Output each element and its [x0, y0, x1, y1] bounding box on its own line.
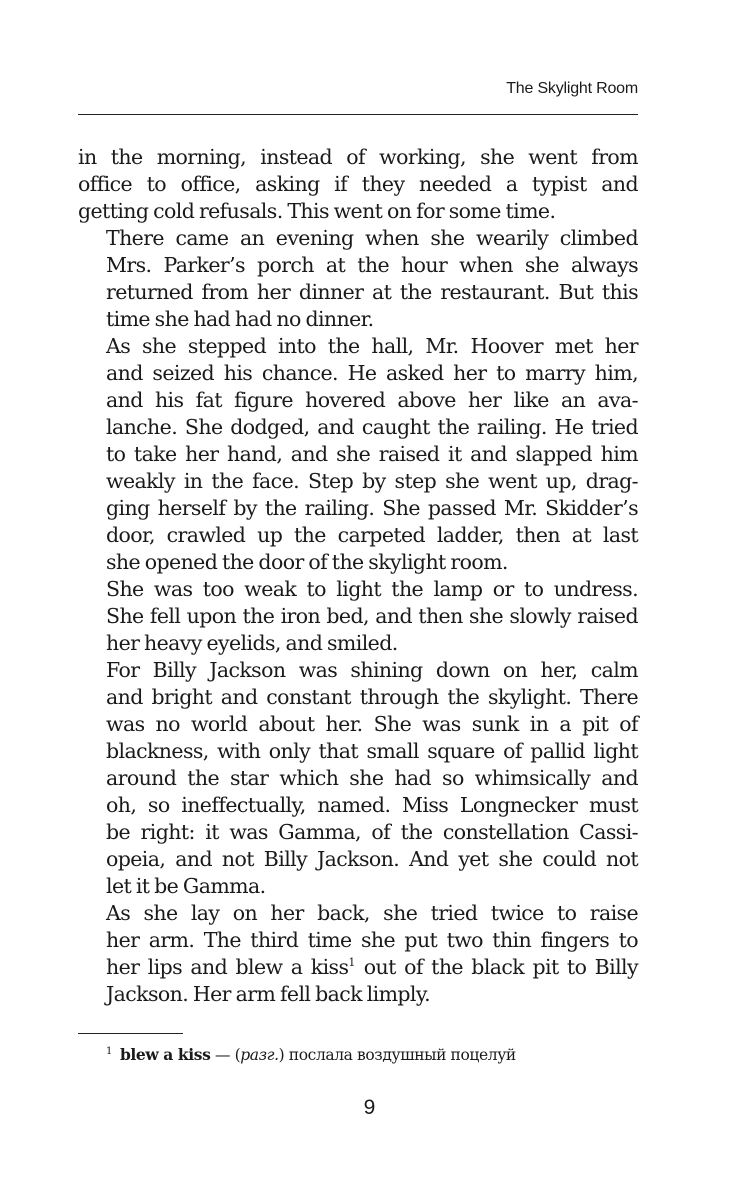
text-line: around the star which she had so whimsically and: [106, 766, 638, 790]
paragraph-4: [78, 576, 638, 657]
footnote-label: разг.: [240, 1046, 279, 1064]
text-line: her arm. The third time she put two thin fingers to: [106, 928, 638, 952]
text-line: and bright and constant through the skylight. There: [106, 685, 638, 709]
text-fragment: out of the black pit to Billy: [355, 955, 638, 979]
text-line: door, crawled up the carpeted ladder, then at last: [106, 523, 638, 547]
page-number: 9: [363, 1096, 376, 1119]
text-line: office to office, asking if they needed a typist and: [78, 172, 638, 196]
text-line: getting cold refusals. This went on for some time.: [78, 199, 556, 223]
text-line: her heavy eyelids, and smiled.: [106, 631, 398, 655]
text-line: let it be Gamma.: [106, 874, 266, 898]
footnote-rule: [78, 1033, 183, 1034]
text-line: and seized his chance. He asked her to marry him,: [106, 361, 638, 385]
text-line: time she had had no dinner.: [106, 307, 374, 331]
text-line: lanche. She dodged, and caught the railing. He tried: [106, 415, 638, 439]
text-line: blackness, with only that small square of pallid light: [106, 739, 638, 763]
paragraph-6: [78, 900, 638, 1008]
text-line: She fell upon the iron bed, and then she slowly raised: [106, 604, 638, 628]
text-line: in the morning, instead of working, she went from: [78, 145, 638, 169]
text-fragment: her lips and blew a kiss: [106, 955, 349, 979]
paragraph-2: [78, 225, 638, 333]
text-line: [78, 954, 638, 981]
footnote-term: blew a kiss: [119, 1045, 211, 1064]
text-line: Jackson. Her arm fell back limply.: [106, 982, 431, 1006]
text-line: she opened the door of the skylight room.: [106, 550, 508, 574]
footnote: [106, 1045, 516, 1064]
paragraph-3: [78, 333, 638, 576]
paragraph-5: [78, 657, 638, 900]
text-line: be right: it was Gamma, of the constellation Cassi-: [106, 820, 638, 844]
text-line: She was too weak to light the lamp or to undress.: [106, 577, 638, 601]
text-line: As she lay on her back, she tried twice to raise: [106, 901, 638, 925]
running-title: The Skylight Room: [506, 80, 638, 97]
text-line: As she stepped into the hall, Mr. Hoover met her: [106, 334, 638, 358]
footnote-definition: ) послала воздушный поцелуй: [278, 1046, 516, 1064]
footnote-dash: — (: [210, 1046, 241, 1064]
text-line: ging herself by the railing. She passed Mr. Skidder’s: [106, 496, 638, 520]
text-line: returned from her dinner at the restaurant. But this: [106, 280, 638, 304]
paragraph-1: [78, 144, 638, 225]
text-line: opeia, and not Billy Jackson. And yet she could not: [106, 847, 638, 871]
text-line: Mrs. Parker’s porch at the hour when she always: [106, 253, 638, 277]
text-line: weakly in the face. Step by step she went up, drag-: [106, 469, 638, 493]
footnote-number: 1: [106, 1046, 112, 1057]
text-line: and his fat figure hovered above her like an ava-: [106, 388, 638, 412]
header-rule: [78, 114, 638, 115]
text-line: to take her hand, and she raised it and slapped him: [106, 442, 638, 466]
text-line: was no world about her. She was sunk in a pit of: [106, 712, 638, 736]
text-line: oh, so ineffectually, named. Miss Longnecker must: [106, 793, 638, 817]
text-line: There came an evening when she wearily climbed: [106, 226, 638, 250]
text-line: For Billy Jackson was shining down on her, calm: [106, 658, 638, 682]
footnote-reference[interactable]: 1: [348, 956, 356, 969]
body-text: [78, 144, 638, 1008]
